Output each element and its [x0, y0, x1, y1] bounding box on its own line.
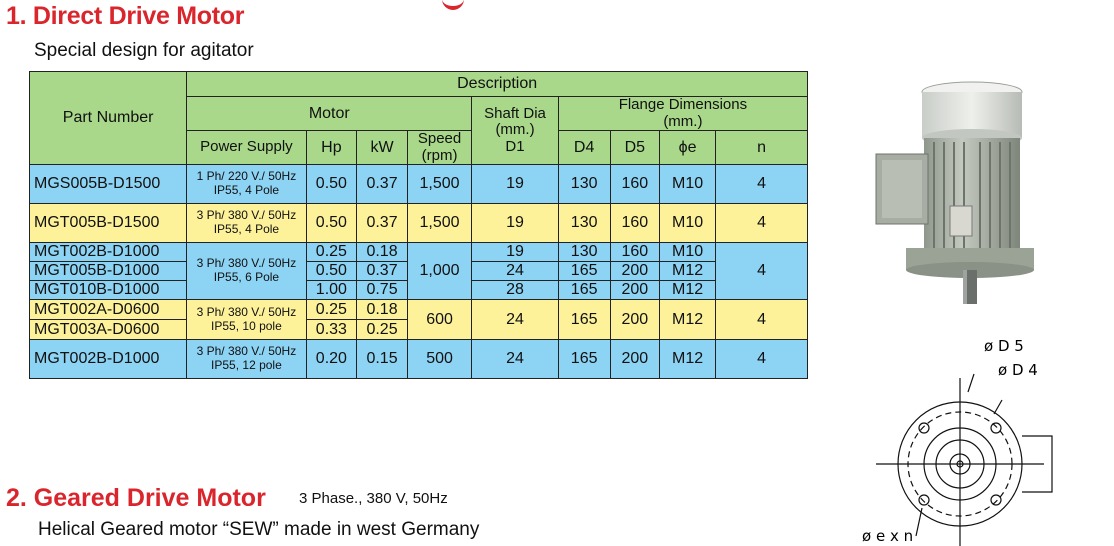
kw-cell: 0.18 [357, 243, 408, 262]
speed-cell: 1,500 [407, 204, 471, 243]
flange-e-cell: M10 [660, 243, 716, 262]
power-supply-cell [187, 243, 306, 300]
hp-cell: 0.25 [306, 300, 357, 320]
flange-n-cell: 4 [716, 243, 808, 300]
flange-d4-cell: 165 [558, 262, 610, 281]
shaft-d1-cell: 24 [472, 340, 559, 379]
flange-d4-cell: 130 [558, 165, 610, 204]
flange-n-cell: 4 [716, 165, 808, 204]
kw-cell: 0.75 [357, 281, 408, 300]
header-shaft-line3: D1 [505, 137, 525, 155]
section-1-title: 1. Direct Drive Motor [6, 2, 245, 30]
shaft-d1-cell: 24 [472, 262, 559, 281]
power-supply-line: 3 Ph/ 380 V./ 50Hz [196, 344, 297, 359]
power-supply-line: 3 Ph/ 380 V./ 50Hz [196, 208, 297, 223]
kw-cell: 0.18 [357, 300, 408, 320]
flange-d5-cell: 200 [610, 340, 660, 379]
part-number-cell: MGS005B-D1500 [30, 165, 187, 204]
header-e: ϕe [660, 131, 716, 165]
kw-cell: 0.37 [357, 165, 408, 204]
header-flange-line1: Flange Dimensions [618, 96, 748, 113]
power-supply-cell [187, 340, 306, 379]
power-supply-cell [187, 165, 306, 204]
kw-cell: 0.37 [357, 204, 408, 243]
hp-cell: 0.33 [306, 320, 357, 340]
hp-cell: 0.50 [306, 204, 357, 243]
header-kw: kW [357, 131, 408, 165]
hp-cell: 0.50 [306, 262, 357, 281]
shaft-d1-cell: 28 [472, 281, 559, 300]
section-2-note: 3 Phase., 380 V, 50Hz [299, 490, 448, 507]
power-supply-line: IP55, 6 Pole [213, 270, 280, 284]
hp-cell: 1.00 [306, 281, 357, 300]
flange-d4-cell: 130 [558, 243, 610, 262]
power-supply-line: 1 Ph/ 220 V./ 50Hz [196, 169, 297, 184]
flange-d4-cell: 130 [558, 204, 610, 243]
motor-photo [872, 78, 1052, 318]
power-supply-line: IP55, 4 Pole [213, 222, 280, 236]
header-motor: Motor [187, 97, 472, 131]
part-number-cell: MGT002A-D0600 [30, 300, 187, 320]
power-supply-line: IP55, 4 Pole [213, 183, 280, 197]
flange-d4-cell: 165 [558, 300, 610, 340]
part-number-cell: MGT002B-D1000 [30, 243, 187, 262]
header-shaft-line2: (mm.) [495, 121, 535, 139]
part-number-cell: MGT005B-D1000 [30, 262, 187, 281]
flange-d5-cell: 200 [610, 281, 660, 300]
table-row [30, 204, 808, 243]
kw-cell: 0.15 [357, 340, 408, 379]
part-number-cell: MGT002B-D1000 [30, 340, 187, 379]
hp-cell: 0.20 [306, 340, 357, 379]
part-number-cell: MGT010B-D1000 [30, 281, 187, 300]
speed-cell: 600 [407, 300, 471, 340]
decorative-red-arc [442, 0, 464, 10]
label-d5: ø D 5 [984, 337, 1024, 355]
section-2-subtitle: Helical Geared motor “SEW” made in west Germany [38, 519, 480, 540]
hp-cell: 0.25 [306, 243, 357, 262]
header-d5: D5 [610, 131, 660, 165]
header-speed-line1: Speed [417, 130, 462, 147]
header-speed [407, 131, 471, 165]
header-description: Description [187, 72, 808, 97]
motor-spec-table [29, 71, 808, 379]
shaft-d1-cell: 19 [472, 243, 559, 262]
flange-e-cell: M10 [660, 204, 716, 243]
flange-d4-cell: 165 [558, 340, 610, 379]
flange-n-cell: 4 [716, 300, 808, 340]
flange-n-cell: 4 [716, 204, 808, 243]
power-supply-cell [187, 300, 306, 340]
header-flange-line2: (mm.) [663, 112, 703, 130]
flange-d5-cell: 160 [610, 165, 660, 204]
kw-cell: 0.37 [357, 262, 408, 281]
power-supply-line: 3 Ph/ 380 V./ 50Hz [196, 256, 297, 271]
flange-d5-cell: 160 [610, 204, 660, 243]
part-number-cell: MGT003A-D0600 [30, 320, 187, 340]
header-flange-dimensions [558, 97, 807, 131]
hp-cell: 0.50 [306, 165, 357, 204]
header-d4: D4 [558, 131, 610, 165]
label-d4: ø D 4 [998, 361, 1038, 379]
power-supply-cell [187, 204, 306, 243]
flange-e-cell: M12 [660, 340, 716, 379]
header-hp: Hp [306, 131, 357, 165]
shaft-d1-cell: 19 [472, 204, 559, 243]
shaft-d1-cell: 24 [472, 300, 559, 340]
flange-d5-cell: 160 [610, 243, 660, 262]
flange-d5-cell: 200 [610, 262, 660, 281]
header-shaft-dia [472, 97, 559, 165]
header-part-number: Part Number [30, 72, 187, 165]
power-supply-line: 3 Ph/ 380 V./ 50Hz [196, 304, 297, 319]
power-supply-line: IP55, 12 pole [211, 358, 282, 372]
table-row [30, 340, 808, 379]
flange-d5-cell: 200 [610, 300, 660, 340]
label-e-x-n: ø e x n [862, 527, 914, 545]
flange-diagram [862, 330, 1112, 546]
section-1-subtitle: Special design for agitator [34, 40, 254, 61]
power-supply-line: IP55, 10 pole [211, 318, 282, 333]
speed-cell: 500 [407, 340, 471, 379]
flange-e-cell: M12 [660, 300, 716, 340]
header-shaft-line1: Shaft Dia [484, 104, 546, 122]
table-row [30, 243, 808, 262]
flange-d4-cell: 165 [558, 281, 610, 300]
flange-e-cell: M12 [660, 262, 716, 281]
flange-n-cell: 4 [716, 340, 808, 379]
shaft-d1-cell: 19 [472, 165, 559, 204]
table-row [30, 300, 808, 320]
table-row [30, 165, 808, 204]
header-n: n [716, 131, 808, 165]
speed-cell: 1,500 [407, 165, 471, 204]
speed-cell: 1,000 [407, 243, 471, 300]
flange-e-cell: M12 [660, 281, 716, 300]
part-number-cell: MGT005B-D1500 [30, 204, 187, 243]
flange-e-cell: M10 [660, 165, 716, 204]
section-2-title: 2. Geared Drive Motor [6, 484, 266, 512]
kw-cell: 0.25 [357, 320, 408, 340]
header-speed-line2: (rpm) [421, 146, 458, 164]
header-power-supply: Power Supply [187, 131, 306, 165]
